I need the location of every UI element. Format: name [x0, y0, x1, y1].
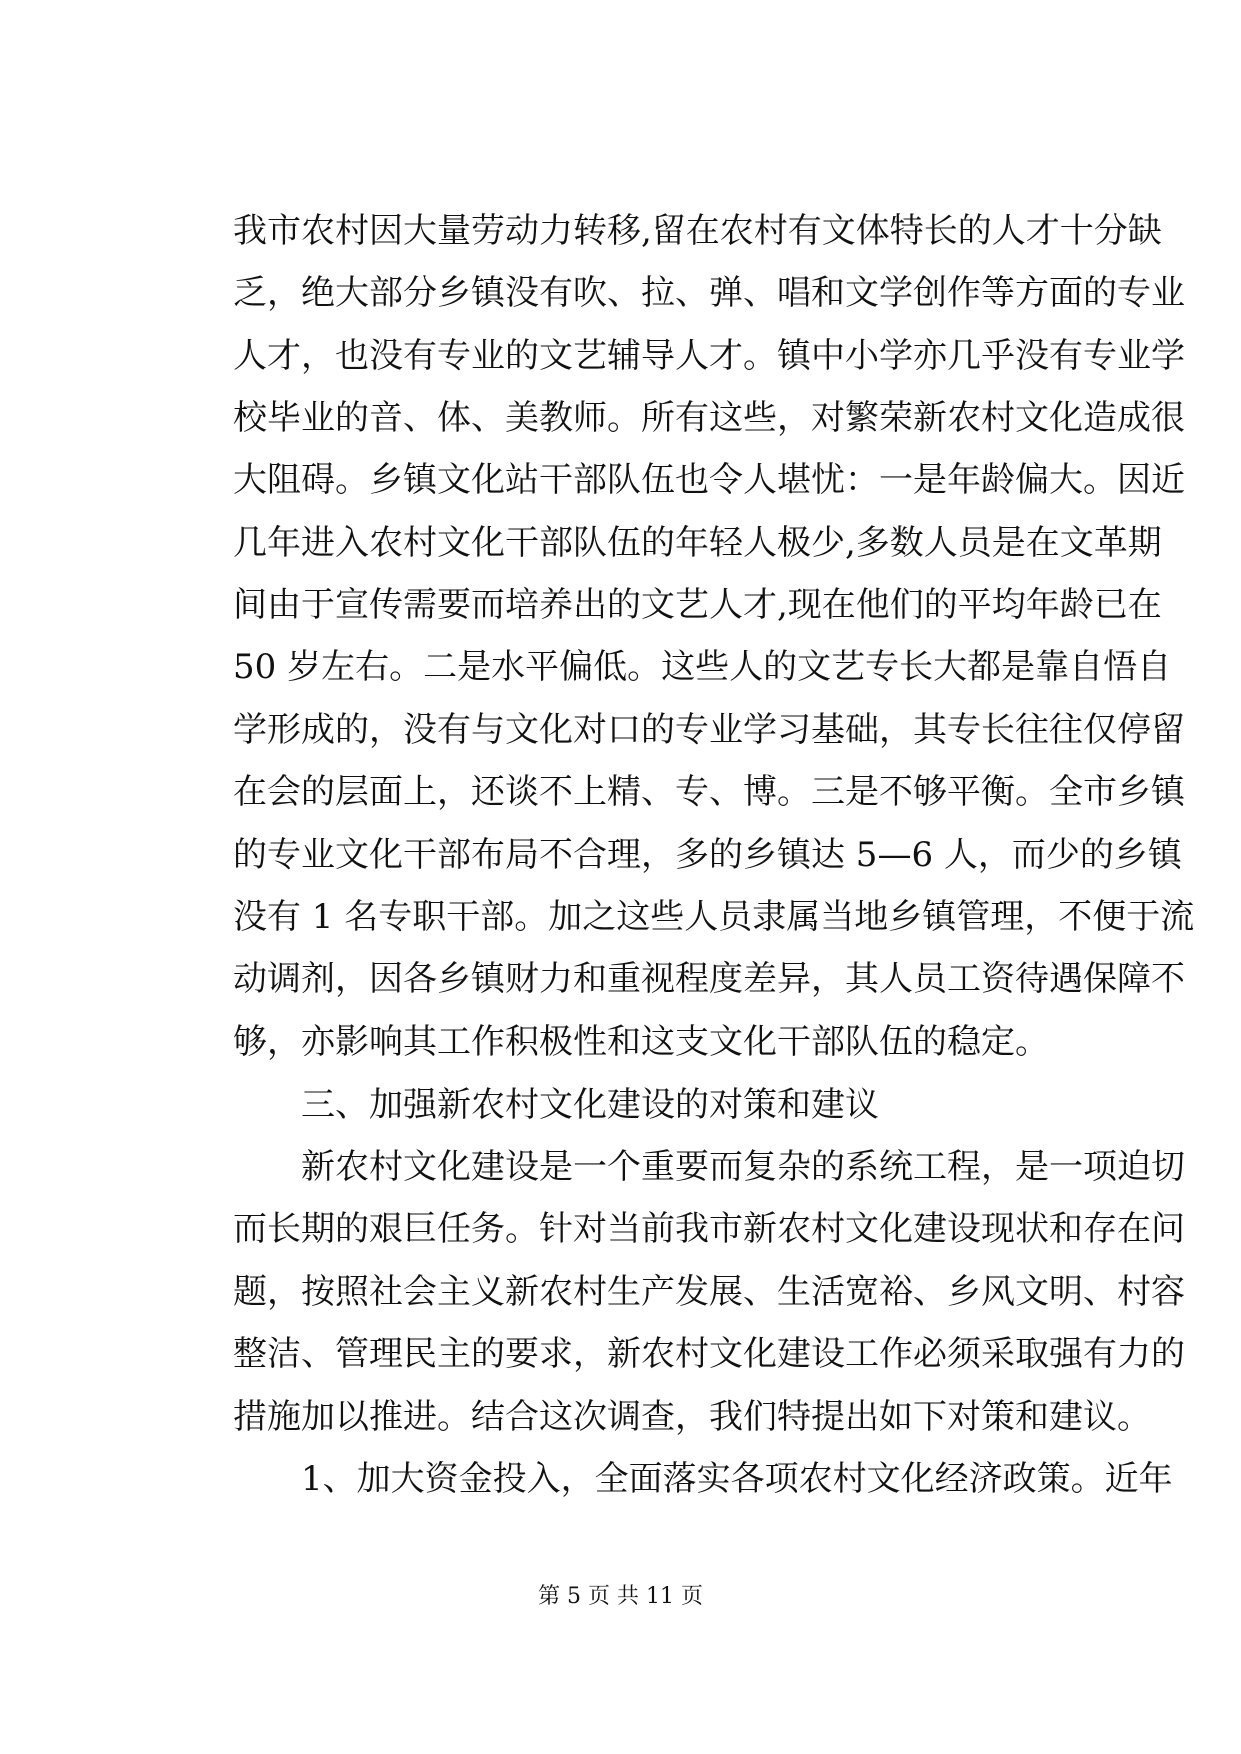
- body-line: 措施加以推进。结合这次调查，我们特提出如下对策和建议。: [233, 1397, 1151, 1437]
- body-line: 50 岁左右。二是水平偏低。这些人的文艺专长大都是靠自悟自: [233, 647, 1172, 687]
- paragraph-first-line: [301, 1147, 1185, 1187]
- paragraph-first-line: [301, 1459, 1173, 1499]
- body-line: 几年进入农村文化干部队伍的年轻人极少,多数人员是在文革期: [233, 523, 1162, 563]
- body-line: 间由于宣传需要而培养出的文艺人才,现在他们的平均年龄已在: [233, 585, 1162, 625]
- body-line: 的专业文化干部布局不合理，多的乡镇达 5—6 人，而少的乡镇: [233, 835, 1182, 875]
- body-line: 新农村文化建设是一个重要而复杂的系统工程，是一项迫切: [301, 1147, 1185, 1187]
- body-line: 乏，绝大部分乡镇没有吹、拉、弹、唱和文学创作等方面的专业: [233, 273, 1185, 313]
- body-line: 动调剂，因各乡镇财力和重视程度差异，其人员工资待遇保障不: [233, 959, 1185, 999]
- body-line: 整洁、管理民主的要求，新农村文化建设工作必须采取强有力的: [233, 1334, 1185, 1374]
- body-line: 在会的层面上，还谈不上精、专、博。三是不够平衡。全市乡镇: [233, 772, 1185, 812]
- body-line: 大阻碍。乡镇文化站干部队伍也令人堪忧：一是年龄偏大。因近: [233, 460, 1185, 500]
- section-heading-text: 三、加强新农村文化建设的对策和建议: [301, 1085, 879, 1125]
- section-heading: [233, 1085, 1079, 1125]
- body-line: 题，按照社会主义新农村生产发展、生活宽裕、乡风文明、村容: [233, 1272, 1185, 1312]
- body-line: 没有 1 名专职干部。加之这些人员隶属当地乡镇管理，不便于流: [233, 897, 1195, 937]
- body-line: 够，亦影响其工作积极性和这支文化干部队伍的稳定。: [233, 1022, 1049, 1062]
- body-line: 校毕业的音、体、美教师。所有这些，对繁荣新农村文化造成很: [233, 398, 1185, 438]
- body-line: 人才，也没有专业的文艺辅导人才。镇中小学亦几乎没有专业学: [233, 336, 1185, 376]
- body-line: 1、加大资金投入，全面落实各项农村文化经济政策。近年: [301, 1459, 1173, 1499]
- body-line: 而长期的艰巨任务。针对当前我市新农村文化建设现状和存在问: [233, 1209, 1185, 1249]
- body-line: 学形成的，没有与文化对口的专业学习基础，其专长往往仅停留: [233, 710, 1185, 750]
- page-footer: 第 5 页 共 11 页: [538, 1584, 703, 1609]
- body-line: 我市农村因大量劳动力转移,留在农村有文体特长的人才十分缺: [233, 211, 1162, 251]
